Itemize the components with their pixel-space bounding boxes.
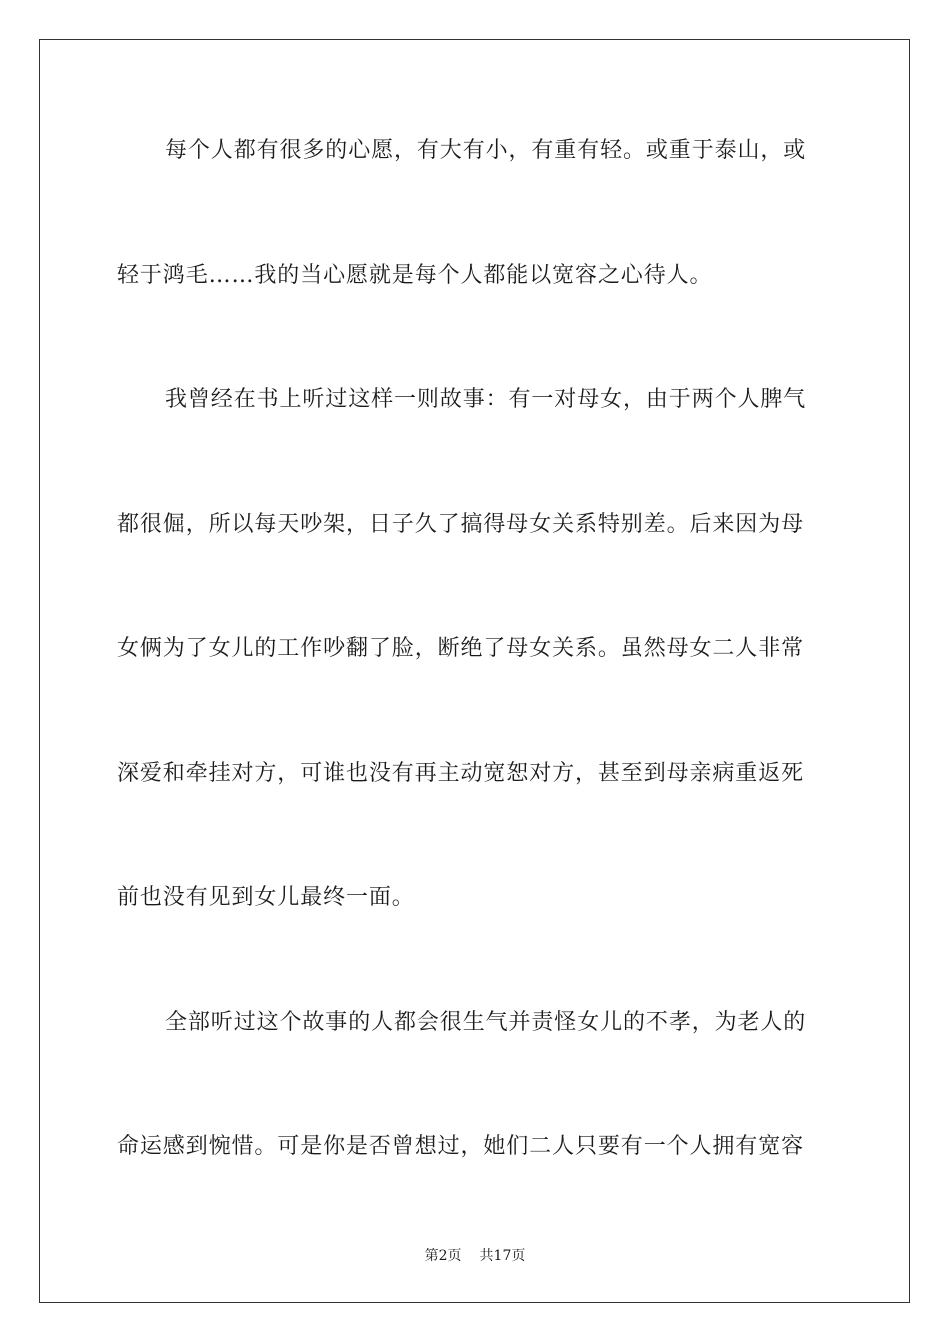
paragraph-3-line-1: 全部听过这个故事的人都会很生气并责怪女儿的不孝，为老人的 (165, 1010, 807, 1035)
paragraph-2-line-2: 都很倔，所以每天吵架，日子久了搞得母女关系特别差。后来因为母 (117, 512, 805, 537)
page-footer (0, 1247, 950, 1265)
paragraph-2-line-5: 前也没有见到女儿最终一面。 (117, 885, 415, 910)
paragraph-3-line-2: 命运感到惋惜。可是你是否曾想过，她们二人只要有一个人拥有宽容 (117, 1134, 805, 1159)
paragraph-2-line-4: 深爱和牵挂对方，可谁也没有再主动宽恕对方，甚至到母亲病重返死 (117, 761, 805, 786)
paragraph-1-line-2: 轻于鸿毛……我的当心愿就是每个人都能以宽容之心待人。 (117, 263, 713, 288)
page-number: 第2页 (424, 1248, 462, 1264)
page-total: 共17页 (479, 1248, 526, 1264)
paragraph-2-line-3: 女俩为了女儿的工作吵翻了脸，断绝了母女关系。虽然母女二人非常 (117, 636, 805, 661)
page-border (39, 39, 910, 1303)
paragraph-2-line-1: 我曾经在书上听过这样一则故事：有一对母女，由于两个人脾气 (165, 387, 807, 412)
paragraph-1-line-1: 每个人都有很多的心愿，有大有小，有重有轻。或重于泰山，或 (165, 138, 807, 163)
